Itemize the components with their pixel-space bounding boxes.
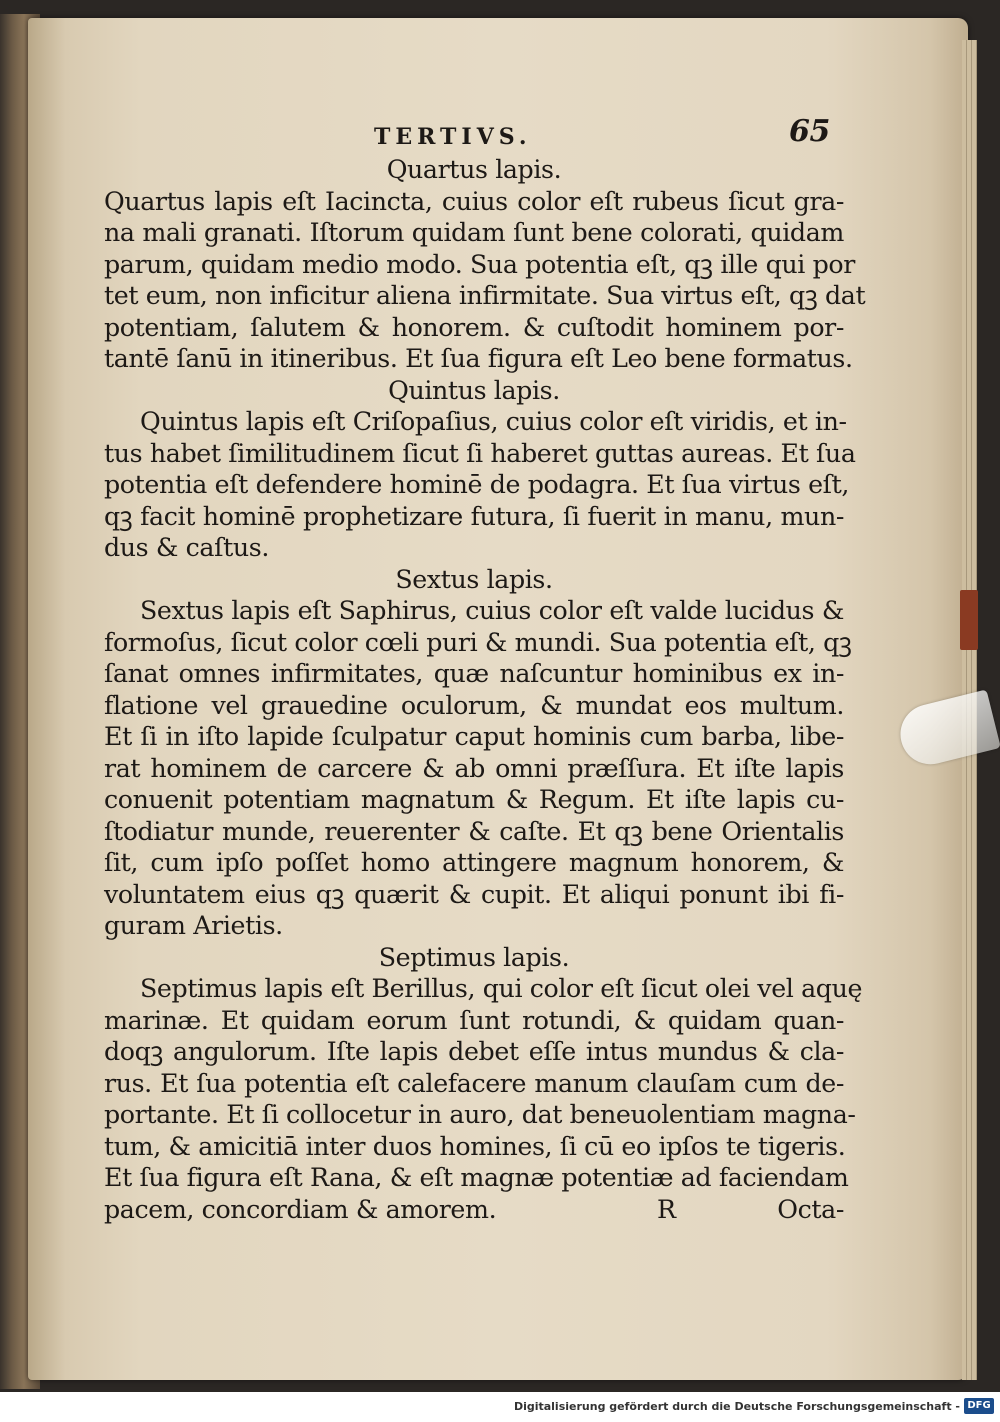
dfg-logo: DFG [964, 1398, 994, 1414]
sections [104, 154, 866, 1194]
text-line: na mali granati. Iſtorum quidam ſunt bene colorati, quidam [104, 218, 844, 247]
section-heading: Sextus lapis. [395, 564, 553, 594]
catchword: Octa- [777, 1194, 844, 1224]
section-heading: Quintus lapis. [388, 375, 560, 405]
text-line: ſanat omnes infirmitates, quæ naſcuntur hominibus ex in- [104, 659, 844, 688]
text-line: potentia eſt defendere hominē de podagra. Et ſua virtus eſt, [104, 470, 850, 499]
last-line: pacem, concordiam & amorem. [104, 1194, 497, 1224]
footer-bar [0, 1392, 1000, 1422]
text-line: Sextus lapis eſt Saphirus, cuius color eſt valde lucidus & [140, 596, 844, 625]
running-head [104, 116, 844, 154]
signature-mark: R [657, 1194, 676, 1224]
page-text [104, 114, 866, 1225]
text-line: marinæ. Et quidam eorum ſunt rotundi, & quidam quan- [104, 1005, 844, 1035]
running-title: TERTIVS. [374, 124, 532, 150]
text-line: guram Arietis. [104, 911, 283, 940]
text-line: voluntatem eius qꝫ quærit & cupit. Et aliqui ponunt ibi fi- [104, 879, 844, 909]
text-line: Quintus lapis eſt Criſopaſius, cuius color eſt viridis, et in- [140, 407, 847, 436]
text-line: Et ſi in iſto lapide ſculpatur caput hominis cum barba, libe- [104, 722, 844, 751]
text-line: Et ſua figura eſt Rana, & eſt magnæ potentiæ ad faciendam [104, 1163, 849, 1192]
text-line: tum, & amicitiā inter duos homines, ſi cū eo ipſos te tigeris. [104, 1131, 846, 1161]
text-line: conuenit potentiam magnatum & Regum. Et iſte lapis cu- [104, 785, 844, 814]
text-line: ſtodiatur munde, reuerenter & caſte. Et qꝫ bene Orientalis [104, 816, 844, 846]
section-heading: Quartus lapis. [386, 155, 562, 184]
bookmark-tab [960, 590, 978, 650]
text-line: Septimus lapis eſt Berillus, qui color eſt ſicut olei vel aquę [140, 974, 863, 1003]
funding-credit: Digitalisierung gefördert durch die Deutsche Forschungsgemeinschaft - [513, 1400, 960, 1413]
section-heading: Septimus lapis. [378, 942, 570, 972]
page-number: 65 [789, 114, 830, 149]
text-line: potentiam, ſalutem & honorem. & cuſtodit hominem por- [104, 312, 844, 342]
text-line: Quartus lapis eſt Iacincta, cuius color eſt rubeus ſicut gra- [104, 186, 844, 216]
text-line: parum, quidam medio modo. Sua potentia eſt, qꝫ ille qui por [104, 249, 855, 279]
footer-line [104, 1194, 844, 1226]
text-line: tet eum, non inficitur aliena infirmitate. Sua virtus eſt, qꝫ dat [104, 281, 866, 310]
text-line: doqꝫ angulorum. Iſte lapis debet eſſe intus mundus & cla- [104, 1037, 844, 1066]
text-line: dus & caſtus. [104, 533, 269, 562]
text-line: flatione vel grauedine oculorum, & mundat eos multum. [104, 690, 844, 720]
text-line: qꝫ facit hominē prophetizare futura, ſi fuerit in manu, mun- [104, 501, 844, 531]
text-line: rus. Et ſua potentia eſt calefacere manum clauſam cum de- [104, 1068, 844, 1098]
text-line: portante. Et ſi collocetur in auro, dat beneuolentiam magna- [104, 1100, 856, 1129]
text-line: formoſus, ſicut color cœli puri & mundi. Sua potentia eſt, qꝫ [104, 627, 852, 657]
text-line: ſit, cum ipſo poſſet homo attingere magnum honorem, & [104, 848, 844, 877]
text-line: tantē ſanū in itineribus. Et ſua figura eſt Leo bene formatus. [104, 344, 853, 373]
text-line: rat hominem de carcere & ab omni præſſura. Et iſte lapis [104, 753, 844, 783]
text-line: tus habet ſimilitudinem ſicut ſi haberet guttas aureas. Et ſua [104, 438, 856, 468]
